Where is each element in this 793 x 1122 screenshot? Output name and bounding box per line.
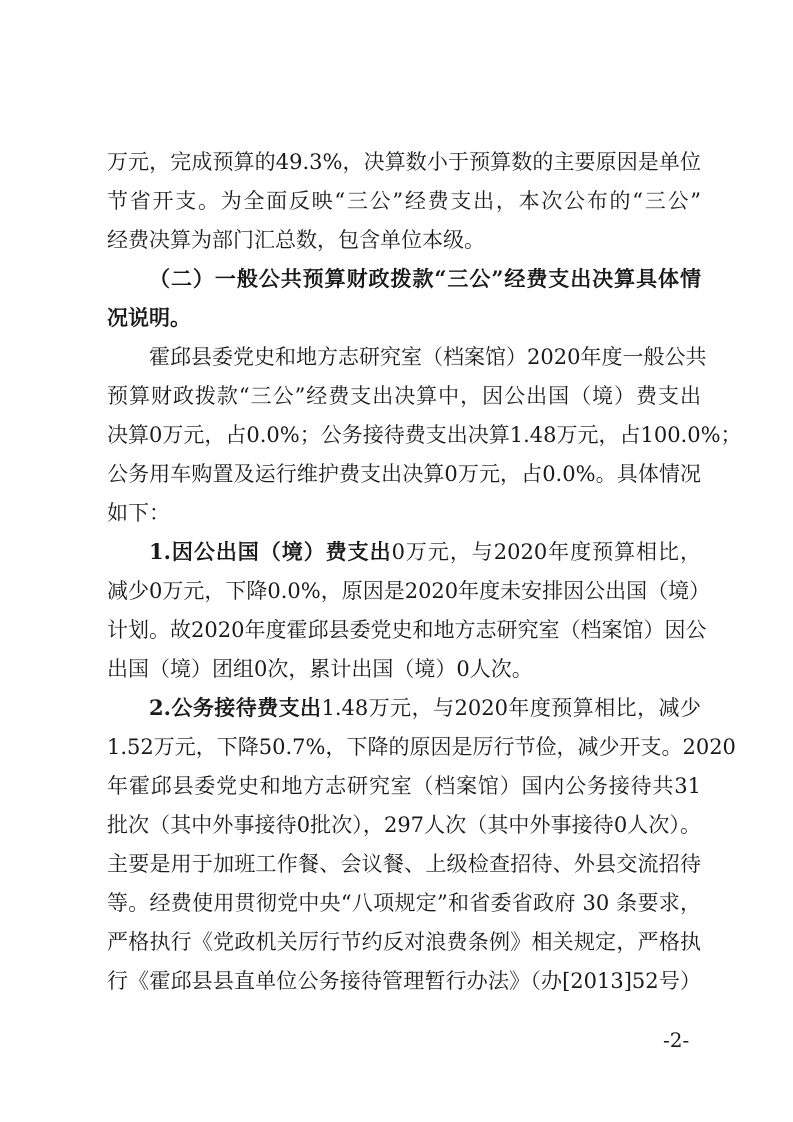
text-line: 批次（其中外事接待0批次），297人次（其中外事接待0人次）。 <box>107 813 701 837</box>
text-line: 预算财政拨款“三公”经费支出决算中，因公出国（境）费支出 <box>107 384 701 408</box>
text-line: 如下： <box>107 501 170 525</box>
text-line: 公务用车购置及运行维护费支出决算0万元，占0.0%。具体情况 <box>107 462 701 486</box>
text-line <box>149 693 701 723</box>
text-line <box>149 537 701 567</box>
text-span: 0万元，与2020年度预算相比， <box>391 540 701 564</box>
item-heading: 2.公务接待费支出 <box>149 695 322 720</box>
text-span: 1.48万元，与2020年度预算相比，减少 <box>321 696 701 720</box>
text-line: 等。经费使用贯彻党中央“八项规定”和省委省政府 30 条要求， <box>107 891 701 915</box>
text-line: 霍邱县委党史和地方志研究室（档案馆）2020年度一般公共 <box>149 345 707 369</box>
text-line: 出国（境）团组0次，累计出国（境）0人次。 <box>107 657 533 681</box>
section-heading: 况说明。 <box>107 305 191 330</box>
text-line: 万元，完成预算的49.3%，决算数小于预算数的主要原因是单位 <box>107 150 701 174</box>
text-line: 减少0万元，下降0.0%，原因是2020年度未安排因公出国（境） <box>107 579 711 603</box>
page-number: -2- <box>663 1028 690 1052</box>
text-line: 年霍邱县委党史和地方志研究室（档案馆）国内公务接待共31 <box>107 774 701 798</box>
section-heading: （二）一般公共预算财政拨款“三公”经费支出决算具体情 <box>149 266 701 291</box>
text-line: 主要是用于加班工作餐、会议餐、上级检查招待、外县交流招待 <box>107 852 701 876</box>
text-line: 行《霍邱县县直单位公务接待管理暂行办法》（办[2013]52号） <box>107 969 701 993</box>
text-line: 1.52万元，下降50.7%，下降的原因是厉行节俭，减少开支。2020 <box>107 735 736 759</box>
text-line: 节省开支。为全面反映“三公”经费支出，本次公布的“三公” <box>107 189 701 213</box>
text-line: 严格执行《党政机关厉行节约反对浪费条例》相关规定，严格执 <box>107 930 701 954</box>
text-line: 计划。故2020年度霍邱县委党史和地方志研究室（档案馆）因公 <box>107 618 707 642</box>
text-line: 经费决算为部门汇总数，包含单位本级。 <box>107 228 485 252</box>
text-line: 决算0万元，占0.0%；公务接待费支出决算1.48万元，占100.0%； <box>107 423 742 447</box>
item-heading: 1.因公出国（境）费支出 <box>149 539 392 564</box>
